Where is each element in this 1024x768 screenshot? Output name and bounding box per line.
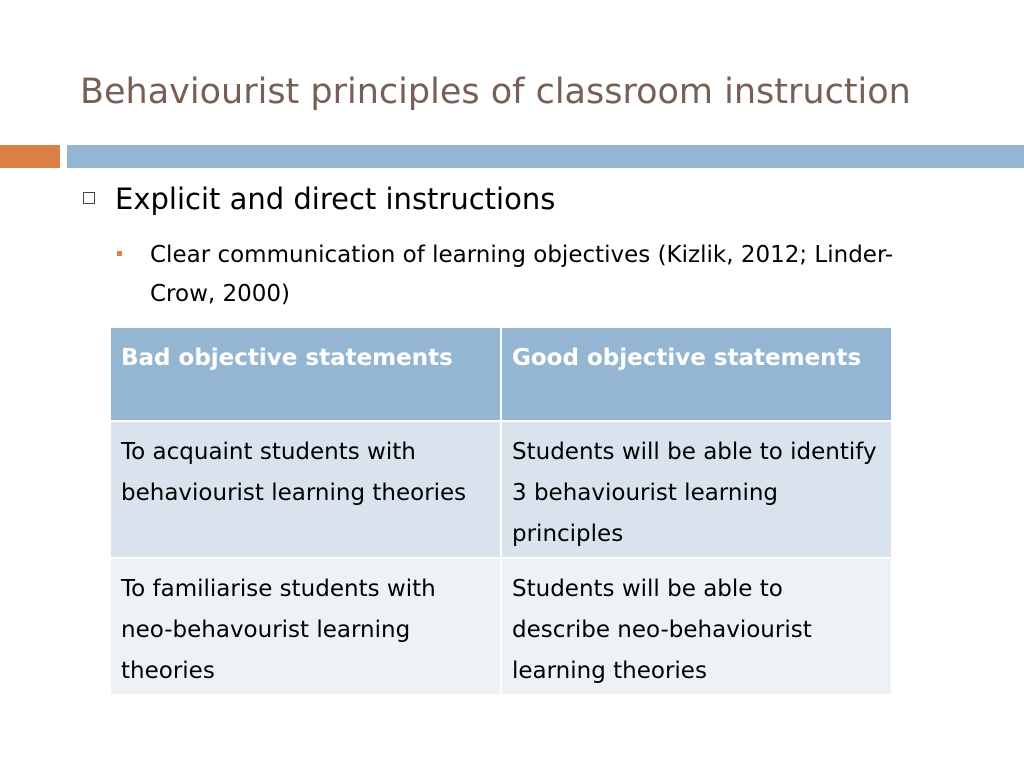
accent-bar-orange (0, 145, 60, 168)
objectives-table (109, 326, 893, 696)
bullet-level1 (80, 178, 980, 222)
table-row (110, 421, 892, 558)
filled-square-icon (117, 251, 122, 256)
table-cell-bad: To acquaint students with behaviourist learning theories (110, 421, 501, 558)
bullet-level2-text: Clear communication of learning objectives (Kizlik, 2012; Linder-Crow, 2000) (150, 242, 894, 307)
slide-title: Behaviourist principles of classroom instruction (80, 72, 911, 112)
table-header-row (110, 327, 892, 421)
accent-bar-blue (67, 145, 1024, 168)
table-cell-good: Students will be able to describe neo-behaviourist learning theories (501, 558, 892, 695)
table-row (110, 558, 892, 695)
hollow-square-icon (83, 192, 95, 204)
bullet-level1-text: Explicit and direct instructions (115, 182, 556, 216)
table-cell-good: Students will be able to identify 3 behaviourist learning principles (501, 421, 892, 558)
header-bad-objectives: Bad objective statements (110, 327, 501, 421)
header-good-objectives: Good objective statements (501, 327, 892, 421)
table-cell-bad: To familiarise students with neo-behavourist learning theories (110, 558, 501, 695)
